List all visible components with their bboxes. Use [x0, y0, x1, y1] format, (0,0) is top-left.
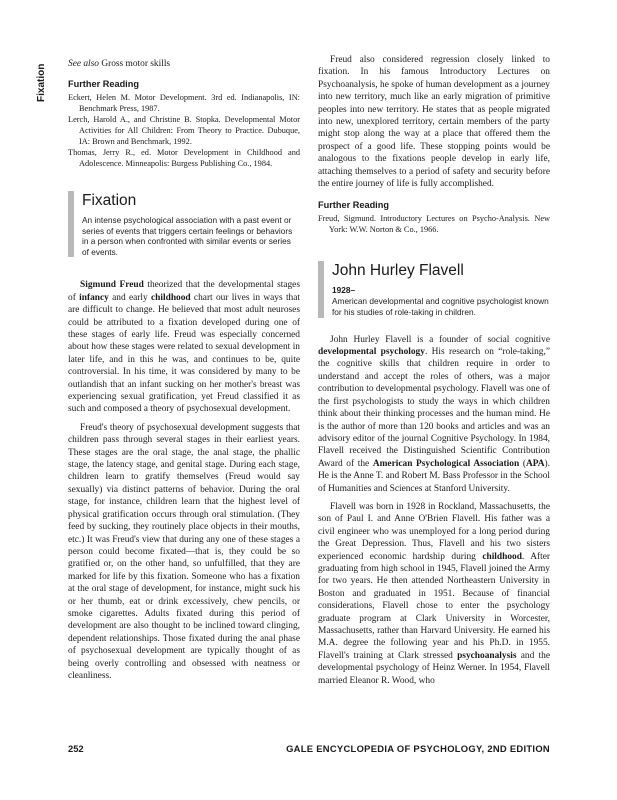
- side-tab-label: Fixation: [36, 63, 47, 102]
- text-run: ). He is the Anne T. and Robert M. Bass Professor in the School of Humanities and Sciences at Stanford University.: [318, 458, 550, 494]
- text-run: and early: [108, 292, 152, 303]
- term-link[interactable]: psychoanalysis: [457, 650, 517, 661]
- entry-title: Fixation: [82, 192, 137, 209]
- entry-header-flavell: [318, 261, 550, 317]
- see-also: [68, 59, 300, 69]
- reference-item: Eckert, Helen M. Motor Development. 3rd ed. Indianapolis, IN: Benchmark Press, 1987.: [68, 93, 300, 113]
- term-link[interactable]: childhood: [482, 551, 522, 562]
- text-run: . After graduating from high school in 1945, Flavell joined the Army for two years. He then attended Northeastern University in Boston and graduated in 1951. Because of financial considerations, Flavell chose to enter the psychology graduate program at Clark University in Worcester, Massachusetts, rather than Harvard University. He earned his M.A. degree the following year and his Ph.D. in 1955. Flavell's training at Clark stressed: [318, 551, 550, 661]
- further-reading-heading: Further Reading: [318, 200, 389, 211]
- right-column: [318, 54, 550, 687]
- body-paragraph: Freud also considered regression closely linked to fixation. In his famous Introductory Lectures on Psychoanalysis, he spoke of human development as a journey into new territory, much like an early migration of primitive peoples into new territory. He states that as people migrated into new, unexplored territory, certain members of the party might stop along the way at a place that offered them the prospect of a good life. These stopping points would be analogous to the fixations people develop in early life, attaching themselves to a period of safety and security before the entire journey of life is fully accomplished.: [318, 55, 550, 190]
- text-run: and the developmental psychology of Heinz Werner. In 1954, Flavell married Eleanor R. Wood, who: [318, 650, 550, 686]
- entry-header-fixation: [68, 191, 300, 257]
- text-run: chart our lives in ways that are difficult to change. He believed that most adult neuroses could be attributed to a fixation developed during one of these stages of early life. Freud was especially concerned about how these stages were related to sexual development in later life, and in this he was, and continues to be, quite controversial. In his time, it was considered by many to be outlandish that an infant sucking on her mother's breast was experiencing sexual gratification, yet Freud classified it as such and composed a theory of psychosexual development.: [68, 292, 301, 415]
- term-link[interactable]: Sigmund Freud: [80, 280, 144, 291]
- body-paragraph: Freud's theory of psychosexual development suggests that children pass through several stages in their earliest years. These stages are the oral stage, the anal stage, the phallic stage, the latency stage, and genital stage. During each stage, children learn to gratify themselves (Freud would say sexually) via distinct patterns of behavior. During the oral stage, for instance, children learn that the highest level of physical gratification occurs through oral stimulation. (They feed by sucking, they routinely place objects in their mouths, etc.) It was Freud's view that during any one of these stages a person could become fixated—that is, they could be so gratified or, on the other hand, so unfulfilled, that they are marked for life by this fixation. Someone who has a fixation at the oral stage of development, for instance, might suck his or her thumb, eat or drink excessively, chew pencils, or smoke cigarettes. Adults fixated during this period of development are also thought to be inclined toward clinging, dependent relationships. Those fixated during the anal phase of psychosexual development are typically thought of as being overly controlling and obsessed with neatness or cleanliness.: [68, 422, 300, 681]
- left-column: [68, 54, 300, 682]
- entry-definition: American developmental and cognitive psychologist known for his studies of role-taking in children.: [332, 296, 549, 318]
- see-also-term: Gross motor skills: [101, 59, 171, 69]
- see-also-prefix: See also: [68, 59, 99, 69]
- term-link[interactable]: infancy: [79, 292, 109, 303]
- entry-title: John Hurley Flavell: [332, 262, 464, 280]
- body-paragraph: [318, 334, 550, 495]
- text-run: theorized that the developmental stages of: [68, 280, 300, 303]
- body-paragraph: [318, 501, 550, 687]
- text-run: Flavell was born in 1928 in Rockland, Massachusetts, the son of Paul I. and Anne O'Brien Flavell. His father was a civil engineer who was unemployed for a long period during the Great Depression. Thus, Flavell and his two sisters experienced economic hardship during: [318, 501, 550, 562]
- text-run: (: [519, 458, 526, 469]
- term-link[interactable]: APA: [525, 458, 545, 469]
- term-link[interactable]: developmental psychology: [318, 347, 425, 358]
- reference-item: Thomas, Jerry R., ed. Motor Development in Childhood and Adolescence. Minneapolis: Burgess Publishing Co., 1984.: [68, 148, 300, 168]
- entry-definition: An intense psychological association with a past event or series of events that triggers certain feelings or behaviors in a person when confronted with similar events or series of events.: [82, 215, 293, 257]
- page-number: 252: [68, 743, 84, 754]
- text-run: . His research on “role-taking,” the cognitive skills that children require in order to understand and accept the roles of others, was a major contribution to developmental psychology. Flavell was one of the first psychologists to study the ways in which children think about their thinking processes and the human mind. He is the author of more than 120 books and articles and was an advisory editor of the journal Cognitive Psychology. In 1984, Flavell received the Distinguished Scientific Contribution Award of the: [318, 347, 550, 469]
- term-link[interactable]: American Psychological Association: [372, 458, 520, 469]
- body-paragraph: [68, 279, 300, 415]
- entry-dates: 1928–: [332, 285, 356, 296]
- publication-title: GALE ENCYCLOPEDIA OF PSYCHOLOGY, 2ND EDITION: [286, 743, 550, 754]
- section-side-tab: [36, 63, 50, 102]
- further-reading-heading: Further Reading: [68, 79, 139, 89]
- reference-item: Lerch, Harold A., and Christine B. Stopka. Developmental Motor Activities for All Children: From Theory to Practice. Dubuque, IA: Brown and Benchmark, 1992.: [68, 115, 300, 146]
- reference-item: Freud, Sigmund. Introductory Lectures on Psycho-Analysis. New York: W.W. Norton & Co., 1966.: [318, 214, 550, 235]
- text-run: John Hurley Flavell is a founder of social cognitive: [330, 334, 550, 345]
- term-link[interactable]: childhood: [151, 292, 191, 303]
